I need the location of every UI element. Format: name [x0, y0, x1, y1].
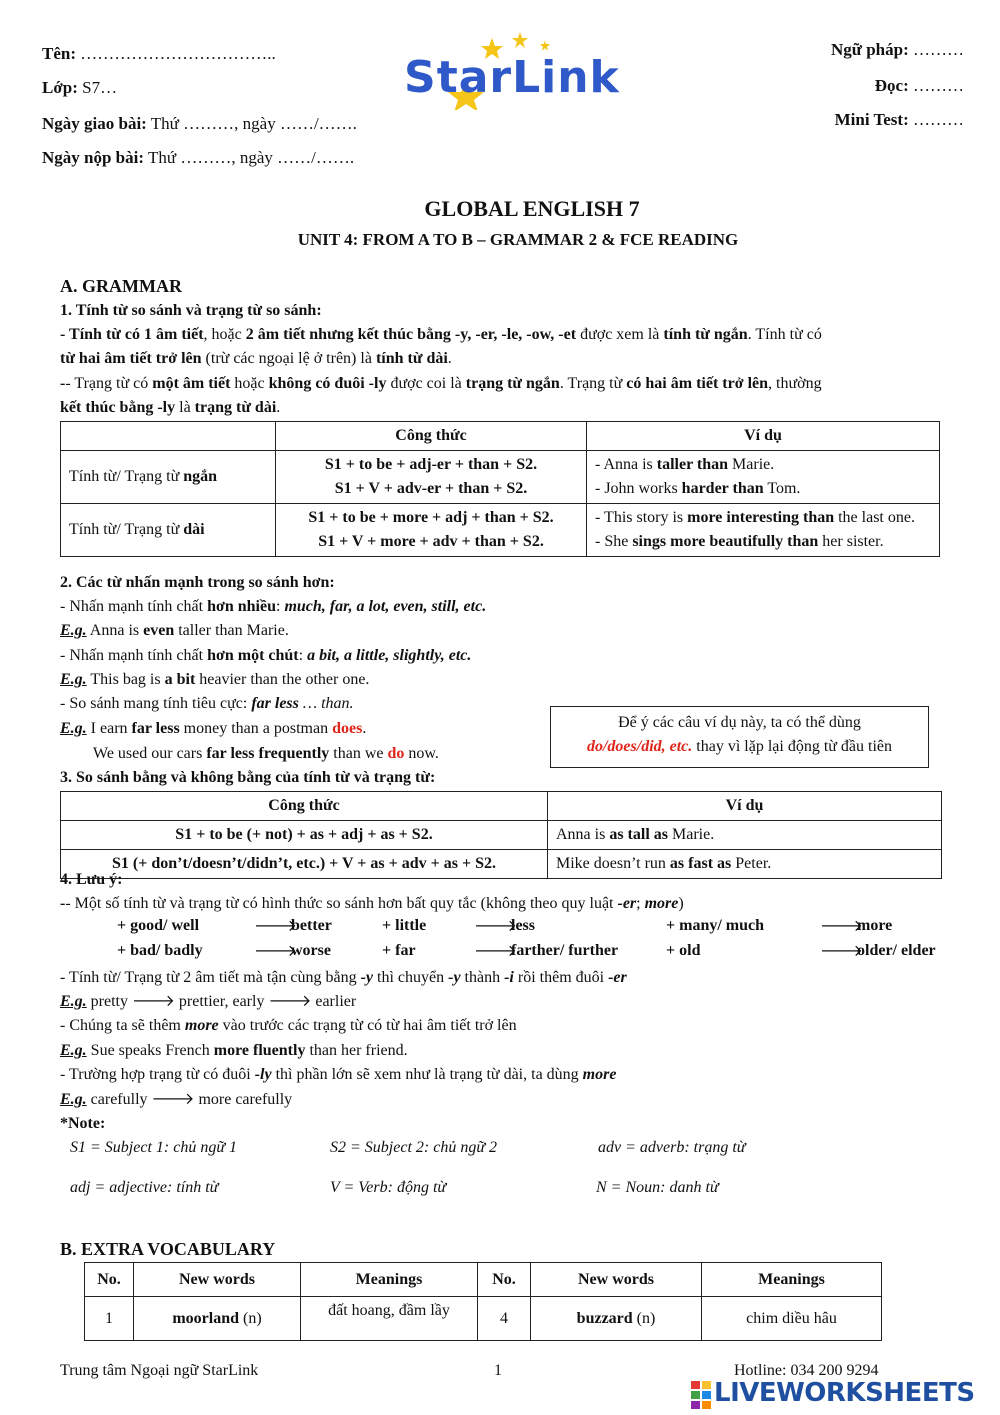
vocab-word: buzzard (n): [531, 1297, 702, 1341]
rule-ly-adverbs: - Trường hợp trạng từ có đuôi -ly thì phần lớn sẽ xem như là trạng từ dài, ta dùng more: [60, 1066, 617, 1083]
tip-line-2: do/does/did, etc. thay vì lặp lại động từ đầu tiên: [586, 738, 893, 755]
table-row: [61, 850, 942, 879]
section3-title: 3. So sánh bằng và không bằng của tính từ và trạng từ:: [60, 769, 436, 786]
arrow-icon: 🡒: [474, 918, 517, 935]
assign-label: Ngày giao bài:: [42, 114, 147, 133]
comparative-table: [60, 421, 940, 557]
assign-date-line: [42, 114, 357, 134]
example-short: - Anna is taller than Marie. - John works harder than Tom.: [587, 451, 940, 504]
vocab-header-word: New words: [134, 1263, 301, 1297]
note-item: adv = adverb: trạng từ: [598, 1139, 746, 1156]
example-as-fast: Mike doesn’t run as fast as Peter.: [548, 850, 942, 879]
arrow-icon: 🡒: [254, 918, 297, 935]
table-row: [61, 451, 940, 504]
intensifier-much: - Nhấn mạnh tính chất hơn nhiều: much, far, a lot, even, still, etc.: [60, 598, 487, 615]
table-row: [61, 504, 940, 557]
irregular-comp: farther/ further: [511, 942, 619, 959]
example-prettier: E.g. pretty 🡒 prettier, early 🡒 earlier: [60, 993, 357, 1010]
formula-as-adj: S1 + to be (+ not) + as + adj + as + S2.: [61, 821, 548, 850]
example-long: - This story is more interesting than the last one. - She sings more beautifully than her sister.: [587, 504, 940, 557]
example-even: E.g. Anna is even taller than Marie.: [60, 622, 289, 639]
tip-line-1: Để ý các câu ví dụ này, ta có thể dùng: [618, 714, 861, 731]
submit-date-line: [42, 148, 354, 168]
vocab-no: 1: [85, 1297, 134, 1341]
section2-title: 2. Các từ nhấn mạnh trong so sánh hơn:: [60, 574, 335, 591]
submit-date-field[interactable]: Thứ ………, ngày ……/…….: [147, 148, 355, 167]
name-field[interactable]: ……………………………..: [80, 44, 276, 63]
minitest-label: Mini Test:: [834, 110, 909, 129]
irregular-comp: less: [511, 917, 535, 934]
vocab-heading: B. EXTRA VOCABULARY: [60, 1239, 276, 1259]
paragraph-adjectives-2: từ hai âm tiết trở lên (trừ các ngoại lệ ở trên) là tính từ dài.: [60, 350, 452, 367]
minitest-score-line: [835, 110, 964, 130]
example-more-carefully: E.g. carefully 🡒 more carefully: [60, 1091, 293, 1108]
arrow-icon: 🡒: [820, 943, 863, 960]
rule-y-to-i: - Tính từ/ Trạng từ 2 âm tiết mà tận cùng bằng -y thì chuyển -y thành -i rồi thêm đuôi -er: [60, 969, 627, 986]
irregular-base: + many/ much: [666, 917, 765, 934]
note-item: S1 = Subject 1: chủ ngữ 1: [70, 1139, 238, 1156]
tip-box: [550, 706, 929, 768]
assign-date-field[interactable]: Thứ ………, ngày ……/…….: [150, 114, 357, 133]
minitest-score-field[interactable]: ………: [913, 110, 964, 129]
vocab-word: moorland (n): [134, 1297, 301, 1341]
name-line: [42, 44, 276, 64]
vocab-no: 4: [478, 1297, 531, 1341]
irregular-comp: older/ elder: [857, 942, 936, 959]
row-label-short: Tính từ/ Trạng từ ngắn: [61, 451, 276, 504]
arrow-icon: 🡒: [151, 1091, 195, 1108]
vocab-header-meaning: Meanings: [301, 1263, 478, 1297]
table-header-row: [85, 1263, 882, 1297]
irregular-comp: better: [291, 917, 332, 934]
negative-comparison: - So sánh mang tính tiêu cực: far less … than.: [60, 695, 354, 712]
table-header-formula: Công thức: [61, 792, 548, 821]
table-header-empty: [61, 422, 276, 451]
footer-page-number: 1: [494, 1362, 502, 1379]
arrow-icon: 🡒: [254, 943, 297, 960]
paragraph-adverbs-2: kết thúc bằng -ly là trạng từ dài.: [60, 399, 281, 416]
example-far-less-2: We used our cars far less frequently than we do now.: [93, 745, 439, 762]
name-label: Tên:: [42, 44, 76, 63]
section4-title: 4. Lưu ý:: [60, 871, 123, 888]
note-item: S2 = Subject 2: chủ ngữ 2: [330, 1139, 498, 1156]
irregular-base: + little: [382, 917, 427, 934]
class-label: Lớp:: [42, 78, 78, 97]
grammar-score-label: Ngữ pháp:: [830, 40, 909, 59]
irregular-base: + bad/ badly: [117, 942, 203, 959]
reading-score-line: [875, 76, 964, 96]
vocab-header-no: No.: [478, 1263, 531, 1297]
table-header-formula: Công thức: [276, 422, 587, 451]
equality-table: [60, 791, 942, 879]
example-as-tall: Anna is as tall as Marie.: [548, 821, 942, 850]
arrow-icon: 🡒: [820, 918, 863, 935]
reading-score-label: Đọc:: [874, 76, 909, 95]
starlink-logo: [400, 30, 640, 110]
table-header-row: [61, 792, 942, 821]
formula-as-adv: S1 (+ don’t/doesn’t/didn’t, etc.) + V + as + adv + as + S2.: [61, 850, 548, 879]
rule-more-adverbs: - Chúng ta sẽ thêm more vào trước các trạng từ có từ hai âm tiết trở lên: [60, 1017, 517, 1034]
arrow-icon: 🡒: [132, 993, 175, 1010]
irregular-base: + far: [382, 942, 416, 959]
logo-text: StarLink: [404, 52, 620, 103]
intensifier-bit: - Nhấn mạnh tính chất hơn một chút: a bit, a little, slightly, etc.: [60, 647, 472, 664]
table-header-example: Ví dụ: [548, 792, 942, 821]
table-row: [61, 821, 942, 850]
vocab-header-no: No.: [85, 1263, 134, 1297]
arrow-icon: 🡒: [268, 993, 312, 1010]
grammar-score-field[interactable]: ………: [913, 40, 964, 59]
paragraph-adjectives-1: - Tính từ có 1 âm tiết, hoặc 2 âm tiết nhưng kết thúc bằng -y, -er, -le, -ow, -et được xem là tính từ ngắn. Tính từ có: [60, 326, 822, 343]
section1-title: 1. Tính từ so sánh và trạng từ so sánh:: [60, 302, 322, 319]
footer-center-name: Trung tâm Ngoại ngữ StarLink: [60, 1362, 259, 1379]
vocab-table: [84, 1262, 882, 1341]
formula-short: S1 + to be + adj-er + than + S2. S1 + V + adv-er + than + S2.: [276, 451, 587, 504]
irregular-comp: more: [857, 917, 893, 934]
note-title: *Note:: [60, 1115, 106, 1132]
example-a-bit: E.g. This bag is a bit heavier than the other one.: [60, 671, 370, 688]
irregular-base: + old: [666, 942, 701, 959]
note-item: adj = adjective: tính từ: [70, 1179, 219, 1196]
class-field[interactable]: S7…: [82, 78, 118, 97]
class-line: [42, 78, 117, 98]
vocab-meaning: chim diều hâu: [702, 1297, 882, 1341]
table-header-row: [61, 422, 940, 451]
irregular-comp: worse: [291, 942, 331, 959]
vocab-meaning: đất hoang, đầm lầy: [301, 1297, 478, 1341]
note-item: V = Verb: động từ: [330, 1179, 447, 1196]
example-more-fluently: E.g. Sue speaks French more fluently than her friend.: [60, 1042, 408, 1059]
table-row: [85, 1297, 882, 1341]
irregular-base: + good/ well: [117, 917, 200, 934]
row-label-long: Tính từ/ Trạng từ dài: [61, 504, 276, 557]
paragraph-adverbs-1: -- Trạng từ có một âm tiết hoặc không có đuôi -ly được coi là trạng từ ngắn. Trạng từ có hai âm tiết trở lên, thường: [60, 375, 822, 392]
page-title: GLOBAL ENGLISH 7: [424, 196, 640, 221]
table-header-example: Ví dụ: [587, 422, 940, 451]
note-item: N = Noun: danh từ: [596, 1179, 719, 1196]
submit-label: Ngày nộp bài:: [42, 148, 145, 167]
irregular-intro: -- Một số tính từ và trạng từ có hình thức so sánh hơn bất quy tắc (không theo quy luật -er; more): [60, 895, 684, 912]
reading-score-field[interactable]: ………: [913, 76, 964, 95]
example-far-less-1: E.g. I earn far less money than a postman does.: [60, 720, 367, 737]
page-subtitle: UNIT 4: FROM A TO B – GRAMMAR 2 & FCE READING: [297, 230, 739, 249]
formula-long: S1 + to be + more + adj + than + S2. S1 + V + more + adv + than + S2.: [276, 504, 587, 557]
vocab-header-meaning: Meanings: [702, 1263, 882, 1297]
arrow-icon: 🡒: [474, 943, 517, 960]
grammar-score-line: [831, 40, 964, 60]
grammar-heading: A. GRAMMAR: [60, 276, 182, 296]
vocab-header-word: New words: [531, 1263, 702, 1297]
watermark-text: LIVEWORKSHEETS: [714, 1378, 975, 1408]
liveworksheets-logo-icon: [690, 1380, 712, 1410]
p2-a: - Trạng từ có: [65, 375, 153, 392]
footer-hotline: Hotline: 034 200 9294: [734, 1362, 879, 1379]
